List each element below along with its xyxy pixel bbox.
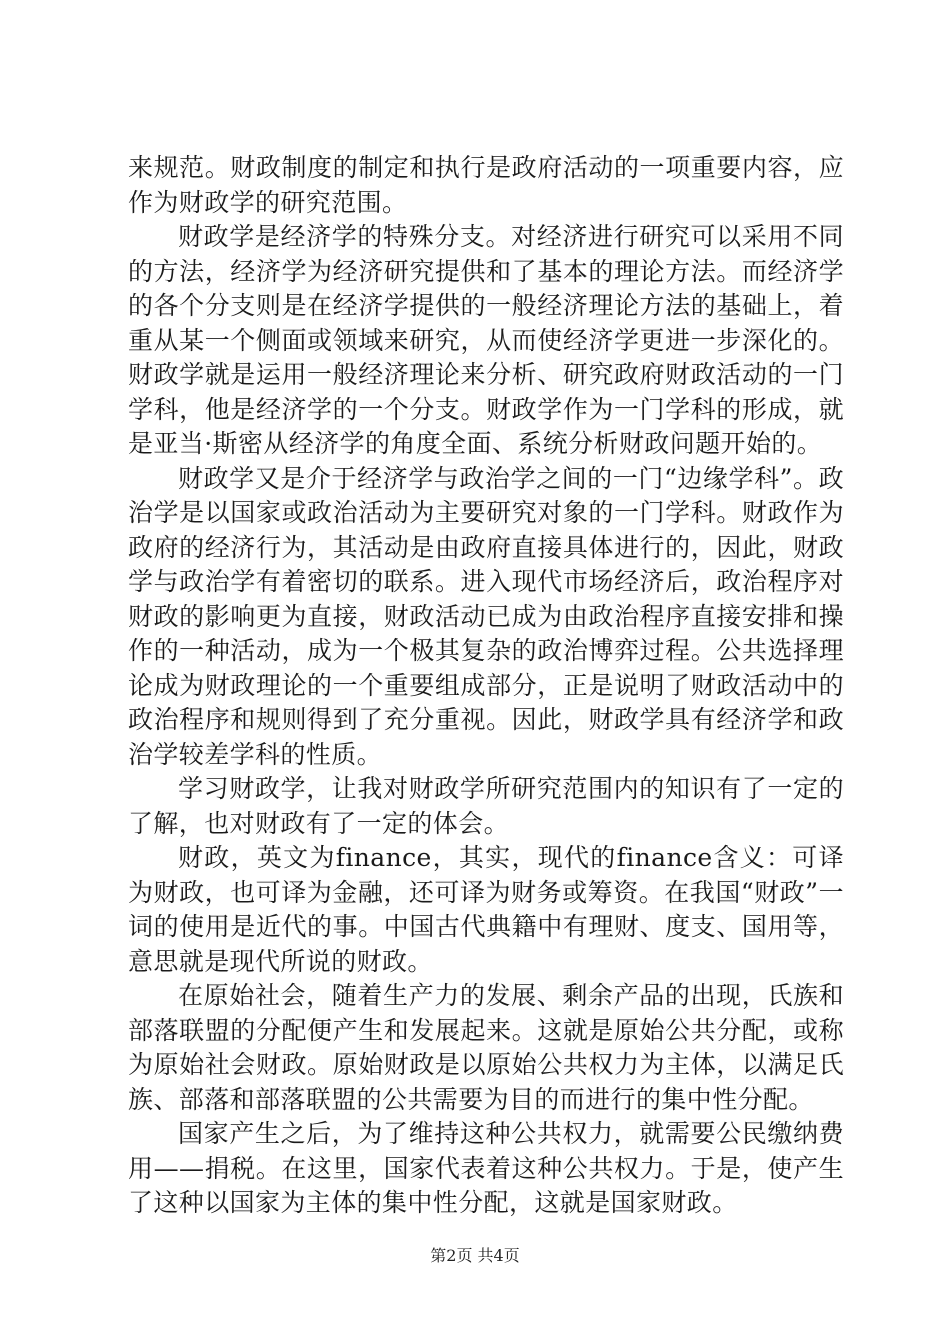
paragraph-6: 在原始社会，随着生产力的发展、剩余产品的出现，氏族和部落联盟的分配便产生和发展起来。这就是原始公共分配，或称为原始社会财政。原始财政是以原始公共权力为主体，以满足氏族、部落和部落联盟的公共需要为目的而进行的集中性分配。 <box>128 981 844 1114</box>
document-body <box>128 151 844 1221</box>
paragraph-5: 财政，英文为finance，其实，现代的finance含义：可译为财政，也可译为金融，还可译为财务或筹资。在我国“财政”一词的使用是近代的事。中国古代典籍中有理财、度支、国用等，意思就是现代所说的财政。 <box>128 843 844 976</box>
paragraph-1: 来规范。财政制度的制定和执行是政府活动的一项重要内容，应作为财政学的研究范围。 <box>128 153 844 217</box>
paragraph-7: 国家产生之后，为了维持这种公共权力，就需要公民缴纳费用——捐税。在这里，国家代表着这种公共权力。于是，使产生了这种以国家为主体的集中性分配，这就是国家财政。 <box>128 1119 844 1217</box>
paragraph-4: 学习财政学，让我对财政学所研究范围内的知识有了一定的了解，也对财政有了一定的体会。 <box>128 774 844 838</box>
page-number-footer: 第2页 共4页 <box>430 1246 520 1265</box>
paragraph-2: 财政学是经济学的特殊分支。对经济进行研究可以采用不同的方法，经济学为经济研究提供和了基本的理论方法。而经济学的各个分支则是在经济学提供的一般经济理论方法的基础上，着重从某一个侧面或领域来研究，从而使经济学更进一步深化的。财政学就是运用一般经济理论来分析、研究政府财政活动的一门学科，他是经济学的一个分支。财政学作为一门学科的形成，就是亚当·斯密从经济学的角度全面、系统分析财政问题开始的。 <box>128 222 844 458</box>
paragraph-3: 财政学又是介于经济学与政治学之间的一门“边缘学科”。政治学是以国家或政治活动为主要研究对象的一门学科。财政作为政府的经济行为，其活动是由政府直接具体进行的，因此，财政学与政治学有着密切的联系。进入现代市场经济后，政治程序对财政的影响更为直接，财政活动已成为由政治程序直接安排和操作的一种活动，成为一个极其复杂的政治博弈过程。公共选择理论成为财政理论的一个重要组成部分，正是说明了财政活动中的政治程序和规则得到了充分重视。因此，财政学具有经济学和政治学较差学科的性质。 <box>128 463 844 769</box>
